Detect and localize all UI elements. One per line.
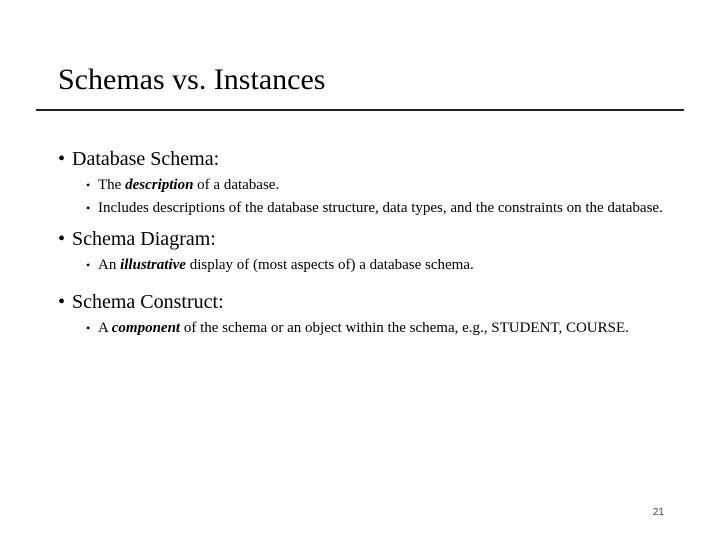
item-emphasis: description [125, 177, 194, 193]
sub-bullet [58, 256, 668, 275]
section-heading: Schema Diagram: [72, 228, 216, 250]
bullet-icon: • [86, 258, 91, 272]
item-text-after: of a database. [193, 177, 280, 193]
section-heading: Schema Construct: [72, 291, 224, 313]
bullet-icon: • [58, 228, 66, 250]
item-text-after: display of (most aspects of) a database schema. [185, 257, 474, 273]
section-schema-diagram [58, 226, 668, 252]
bullet-icon: • [58, 148, 66, 170]
section-heading: Database Schema: [72, 148, 220, 170]
item-emphasis: component [111, 320, 181, 336]
item-text-after: of the schema or an object within the schema, e.g., STUDENT, COURSE. [180, 320, 629, 336]
bullet-icon: • [86, 201, 91, 215]
sub-bullet [58, 319, 668, 338]
sub-bullet [58, 176, 668, 195]
item-text-before: Includes descriptions of the database structure, data types, and the constraints on the database. [98, 200, 663, 216]
item-text-before: The [98, 177, 126, 193]
item-text-before: An [98, 257, 121, 273]
section-schema-construct [58, 289, 668, 315]
bullet-icon: • [86, 321, 91, 335]
page-number: 21 [652, 507, 664, 518]
bullet-icon: • [58, 291, 66, 313]
slide-body [58, 146, 668, 338]
slide-title: Schemas vs. Instances [58, 63, 326, 96]
sub-bullet [58, 199, 668, 218]
section-database-schema [58, 146, 668, 172]
item-emphasis: illustrative [120, 257, 186, 273]
item-text-before: A [98, 320, 112, 336]
bullet-icon: • [86, 178, 91, 192]
title-divider [36, 109, 684, 111]
